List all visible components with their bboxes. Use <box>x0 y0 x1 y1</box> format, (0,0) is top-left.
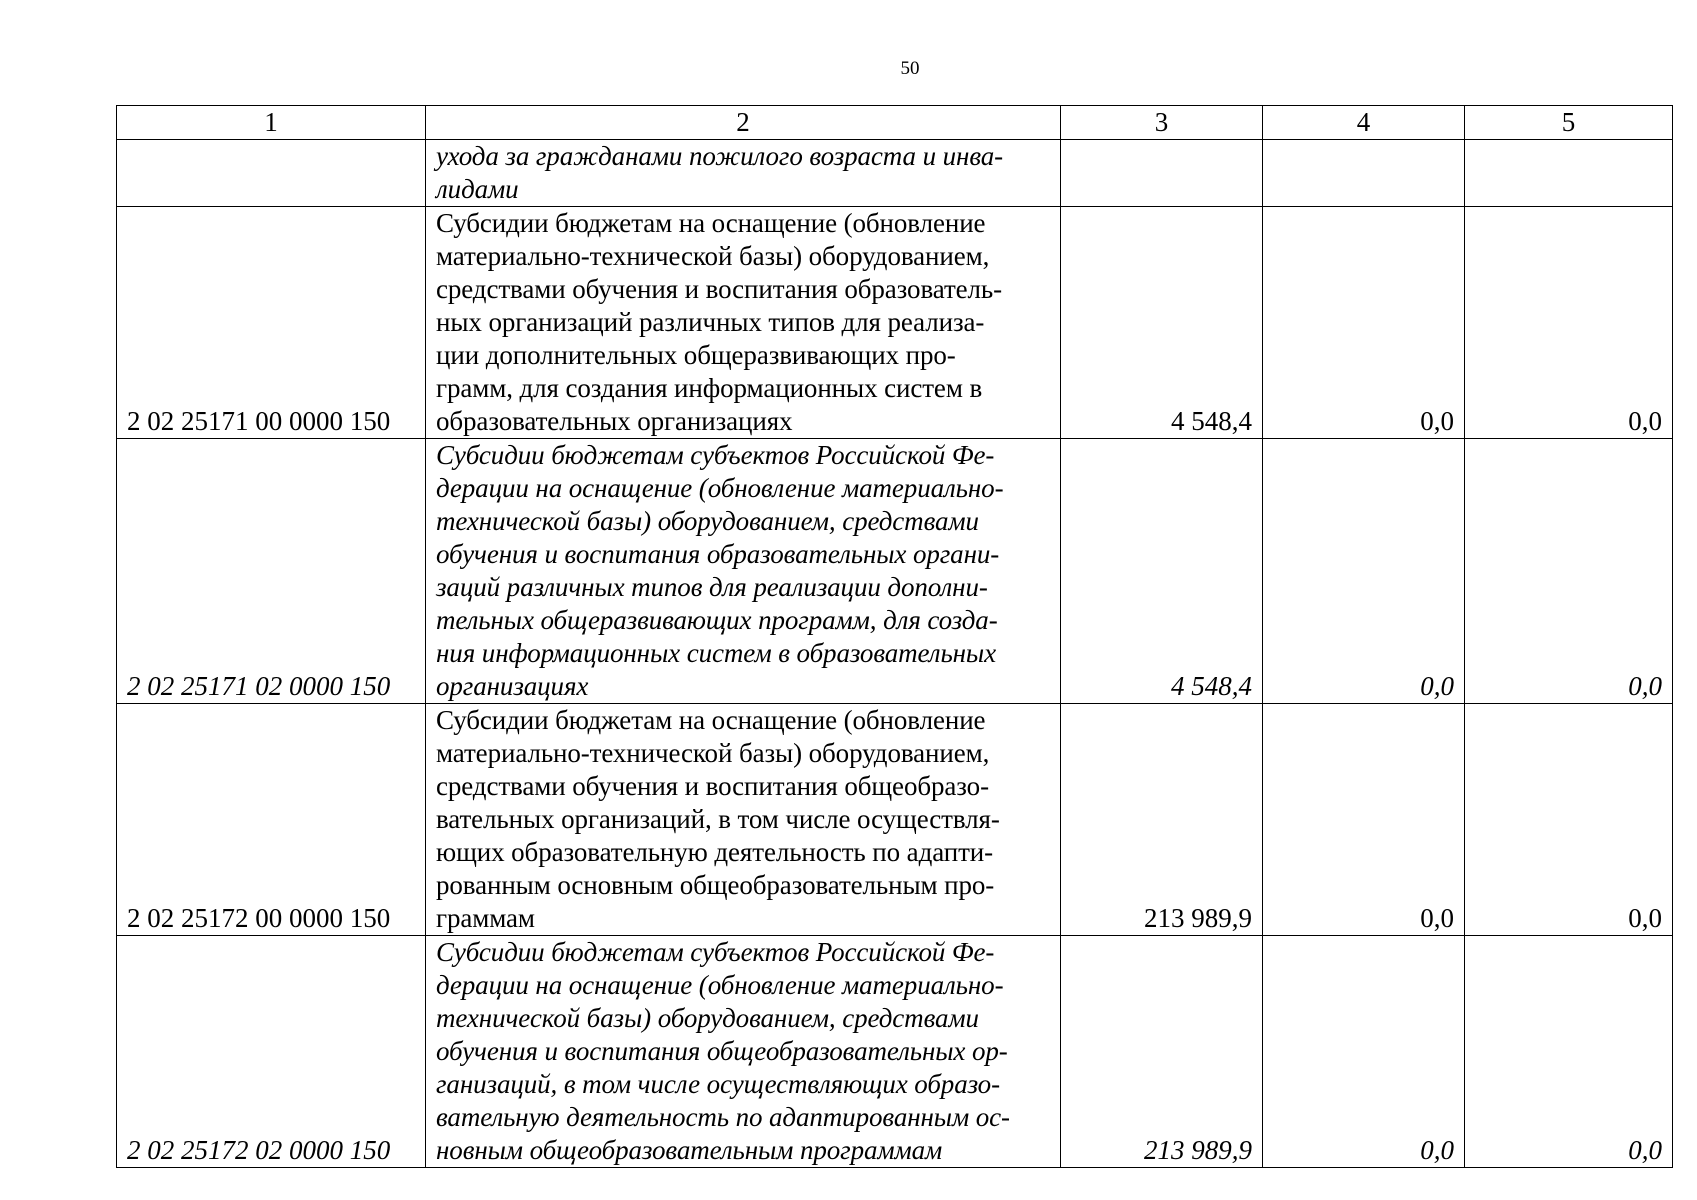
description-line: Субсидии бюджетам субъектов Российской Фе- <box>436 440 995 470</box>
description-line: образовательных организациях <box>436 406 793 436</box>
description-line: ния информационных систем в образовательных <box>436 638 996 668</box>
description-line: обучения и воспитания образовательных органи- <box>436 539 1000 569</box>
amount-cell-3: 213 989,9 <box>1061 704 1263 936</box>
description-cell <box>426 140 1061 207</box>
description-cell <box>426 207 1061 439</box>
amount-cell-5: 0,0 <box>1465 936 1673 1168</box>
description-line: средствами обучения и воспитания образователь- <box>436 274 1002 304</box>
description-line: обучения и воспитания общеобразовательных ор- <box>436 1036 1008 1066</box>
description-line: тельных общеразвивающих программ, для созда- <box>436 605 998 635</box>
amount-cell-5: 0,0 <box>1465 439 1673 704</box>
description-line: грамм, для создания информационных систем в <box>436 373 983 403</box>
amount-cell-3: 4 548,4 <box>1061 439 1263 704</box>
budget-code-cell: 2 02 25171 02 0000 150 <box>117 439 426 704</box>
amount-cell-3: 213 989,9 <box>1061 936 1263 1168</box>
amount-cell-5: 0,0 <box>1465 704 1673 936</box>
amount-cell-4: 0,0 <box>1263 439 1465 704</box>
column-header-2: 2 <box>426 106 1061 140</box>
description-line: Субсидии бюджетам на оснащение (обновление <box>436 208 986 238</box>
amount-cell-4: 0,0 <box>1263 936 1465 1168</box>
description-line: ции дополнительных общеразвивающих про- <box>436 340 956 370</box>
description-line: ющих образовательную деятельность по адапти- <box>436 837 994 867</box>
budget-code-cell: 2 02 25171 00 0000 150 <box>117 207 426 439</box>
description-line: рованным основным общеобразовательным про- <box>436 870 995 900</box>
description-line: организациях <box>436 671 589 701</box>
budget-code-cell: 2 02 25172 00 0000 150 <box>117 704 426 936</box>
column-header-3: 3 <box>1061 106 1263 140</box>
description-line: Субсидии бюджетам на оснащение (обновление <box>436 705 986 735</box>
budget-table <box>116 105 1673 1168</box>
table-row <box>117 936 1673 1168</box>
description-cell <box>426 936 1061 1168</box>
description-cell <box>426 439 1061 704</box>
column-header-5: 5 <box>1465 106 1673 140</box>
description-line: новным общеобразовательным программам <box>436 1135 943 1165</box>
table-header-row <box>117 106 1673 140</box>
description-line: вательных организаций, в том числе осуществля- <box>436 804 1000 834</box>
table-row <box>117 140 1673 207</box>
amount-cell-4: 0,0 <box>1263 207 1465 439</box>
amount-cell-4 <box>1263 140 1465 207</box>
description-line: материально-технической базы) оборудованием, <box>436 241 990 271</box>
description-cell <box>426 704 1061 936</box>
description-line: технической базы) оборудованием, средствами <box>436 1003 979 1033</box>
description-line: вательную деятельность по адаптированным ос- <box>436 1102 1010 1132</box>
amount-cell-5 <box>1465 140 1673 207</box>
description-line: технической базы) оборудованием, средствами <box>436 506 979 536</box>
description-line: лидами <box>436 174 519 204</box>
amount-cell-3: 4 548,4 <box>1061 207 1263 439</box>
description-line: дерации на оснащение (обновление материально- <box>436 970 1004 1000</box>
budget-code-cell: 2 02 25172 02 0000 150 <box>117 936 426 1168</box>
table-body <box>117 140 1673 1168</box>
description-line: ухода за гражданами пожилого возраста и инва- <box>436 141 1004 171</box>
table-row <box>117 207 1673 439</box>
column-header-4: 4 <box>1263 106 1465 140</box>
amount-cell-3 <box>1061 140 1263 207</box>
description-line: Субсидии бюджетам субъектов Российской Фе- <box>436 937 995 967</box>
description-line: дерации на оснащение (обновление материально- <box>436 473 1004 503</box>
amount-cell-4: 0,0 <box>1263 704 1465 936</box>
description-line: средствами обучения и воспитания общеобразо- <box>436 771 989 801</box>
description-line: ганизаций, в том числе осуществляющих образо- <box>436 1069 1000 1099</box>
description-line: заций различных типов для реализации дополни- <box>436 572 988 602</box>
amount-cell-5: 0,0 <box>1465 207 1673 439</box>
budget-code-cell <box>117 140 426 207</box>
column-header-1: 1 <box>117 106 426 140</box>
table-row <box>117 704 1673 936</box>
description-line: граммам <box>436 903 535 933</box>
page-number: 50 <box>900 58 920 79</box>
description-line: ных организаций различных типов для реализа- <box>436 307 985 337</box>
table-row <box>117 439 1673 704</box>
description-line: материально-технической базы) оборудованием, <box>436 738 990 768</box>
